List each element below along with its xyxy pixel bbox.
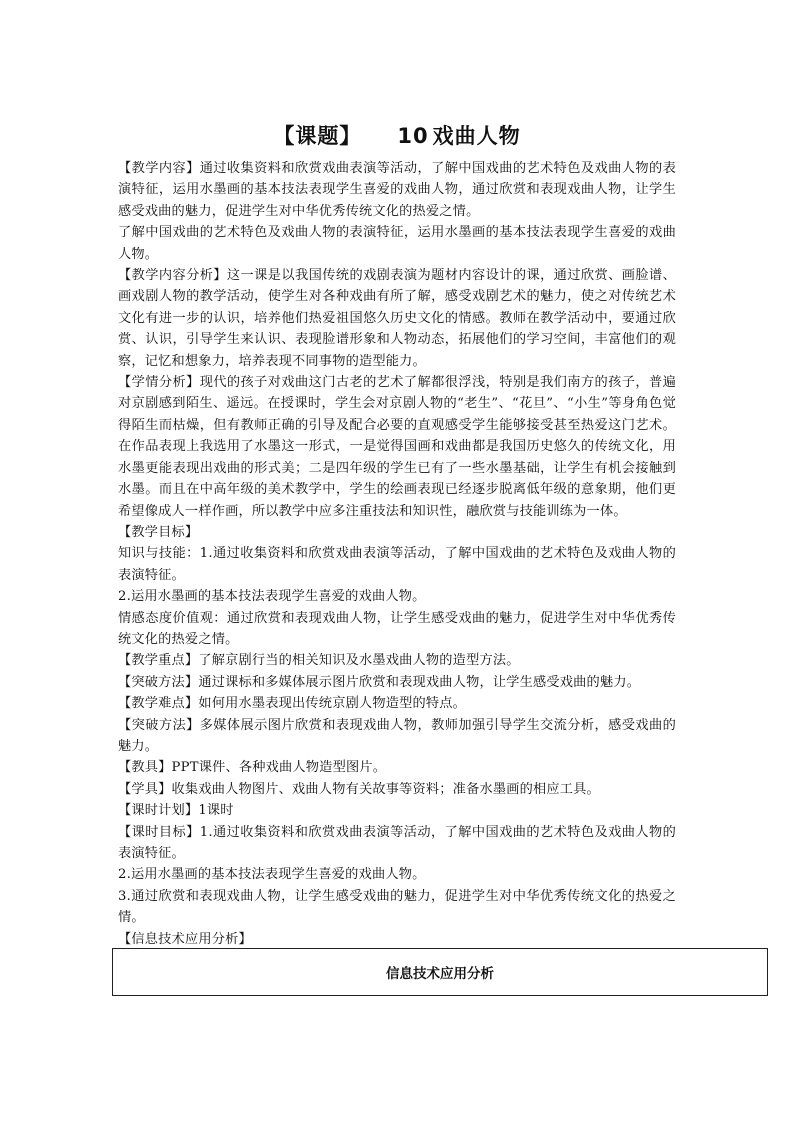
- paragraph-lesson-plan: 【课时计划】1课时: [118, 803, 234, 819]
- paragraph-key-point: 【教学重点】了解京剧行当的相关知识及水墨戏曲人物的造型方法。: [118, 653, 520, 669]
- paragraph-lesson-goal-1: 【课时目标】1.通过收集资料和欣赏戏曲表演等活动，了解中国戏曲的艺术特色及戏曲人物的表演特征。: [118, 824, 676, 861]
- lesson-name: 戏曲人物: [432, 124, 521, 148]
- paragraph-content-analysis: 【教学内容分析】这一课是以我国传统的戏剧表演为题材内容设计的课，通过欣赏、画脸谱、画戏剧人物的教学活动，使学生对各种戏曲有所了解，感受戏剧艺术的魅力，使之对传统艺术文化有进一步的认识，培养他们热爱祖国悠久历史文化的情感。教师在教学活动中，要通过欣赏、认识，引导学生来认识、表现脸谱形象和人物动态，拓展他们的学习空间，丰富他们的观察，记忆和想象力，培养表现不同事物的造型能力。: [118, 268, 676, 369]
- paragraph-difficulty: 【教学难点】如何用水墨表现出传统京剧人物造型的特点。: [118, 696, 467, 712]
- info-tech-table-header: 信息技术应用分析: [386, 966, 494, 982]
- lesson-title: [0, 120, 794, 150]
- lesson-content: [118, 158, 676, 950]
- paragraph-emotional-values: 情感态度价值观：通过欣赏和表现戏曲人物，让学生感受戏曲的魅力，促进学生对中华优秀传统文化的热爱之情。: [118, 610, 676, 647]
- paragraph-learning-aids: 【学具】收集戏曲人物图片、戏曲人物有关故事等资料；准备水墨画的相应工具。: [118, 781, 600, 797]
- paragraph-it-analysis-heading: 【信息技术应用分析】: [118, 931, 252, 947]
- paragraph-breakthrough-2: 【突破方法】多媒体展示图片欣赏和表现戏曲人物，教师加强引导学生交流分析，感受戏曲的魅力。: [118, 717, 676, 754]
- title-label: 【课题】: [273, 124, 362, 148]
- paragraph-breakthrough-1: 【突破方法】通过课标和多媒体展示图片欣赏和表现戏曲人物，让学生感受戏曲的魅力。: [118, 674, 641, 690]
- info-tech-table: [112, 948, 768, 996]
- paragraph-teaching-content: 【教学内容】通过收集资料和欣赏戏曲表演等活动，了解中国戏曲的艺术特色及戏曲人物的表演特征，运用水墨画的基本技法表现学生喜爱的戏曲人物，通过欣赏和表现戏曲人物，让学生感受戏曲的魅力，促进学生对中华优秀传统文化的热爱之情。: [118, 161, 676, 219]
- lesson-number: 10: [397, 124, 429, 148]
- paragraph-objectives-heading: 【教学目标】: [118, 524, 199, 540]
- paragraph-lesson-goal-2: 2.运用水墨画的基本技法表现学生喜爱的戏曲人物。: [118, 867, 426, 883]
- paragraph-knowledge-skills: 知识与技能：1.通过收集资料和欣赏戏曲表演等活动，了解中国戏曲的艺术特色及戏曲人物的表演特征。: [118, 546, 676, 583]
- paragraph-content-summary: 了解中国戏曲的艺术特色及戏曲人物的表演特征，运用水墨画的基本技法表现学生喜爱的戏曲人物。: [118, 225, 676, 262]
- paragraph-lesson-goal-3: 3.通过欣赏和表现戏曲人物，让学生感受戏曲的魅力，促进学生对中华优秀传统文化的热爱之情。: [118, 888, 676, 926]
- paragraph-objective-2: 2.运用水墨画的基本技法表现学生喜爱的戏曲人物。: [118, 589, 426, 605]
- paragraph-teaching-aids: 【教具】PPT课件、各种戏曲人物造型图片。: [118, 760, 387, 776]
- paragraph-student-analysis: 【学情分析】现代的孩子对戏曲这门古老的艺术了解都很浮浅，特别是我们南方的孩子，普遍对京剧感到陌生、遥远。在授课时，学生会对京剧人物的“老生”、“花旦”、“小生”等身角色觉得陌生而枯燥，但有教师正确的引导及配合必要的直观感受学生能够接受甚至热爱这门艺术。在作品表现上我选用了水墨这一形式，一是觉得国画和戏曲都是我国历史悠久的传统文化，用水墨更能表现出戏曲的形式美；二是四年级的学生已有了一些水墨基础，让学生有机会接触到水墨。而且在中高年级的美术教学中，学生的绘画表现已经逐步脱离低年级的意象期，他们更希望像成人一样作画，所以教学中应多注重技法和知识性，融欣赏与技能训练为一体。: [118, 375, 676, 519]
